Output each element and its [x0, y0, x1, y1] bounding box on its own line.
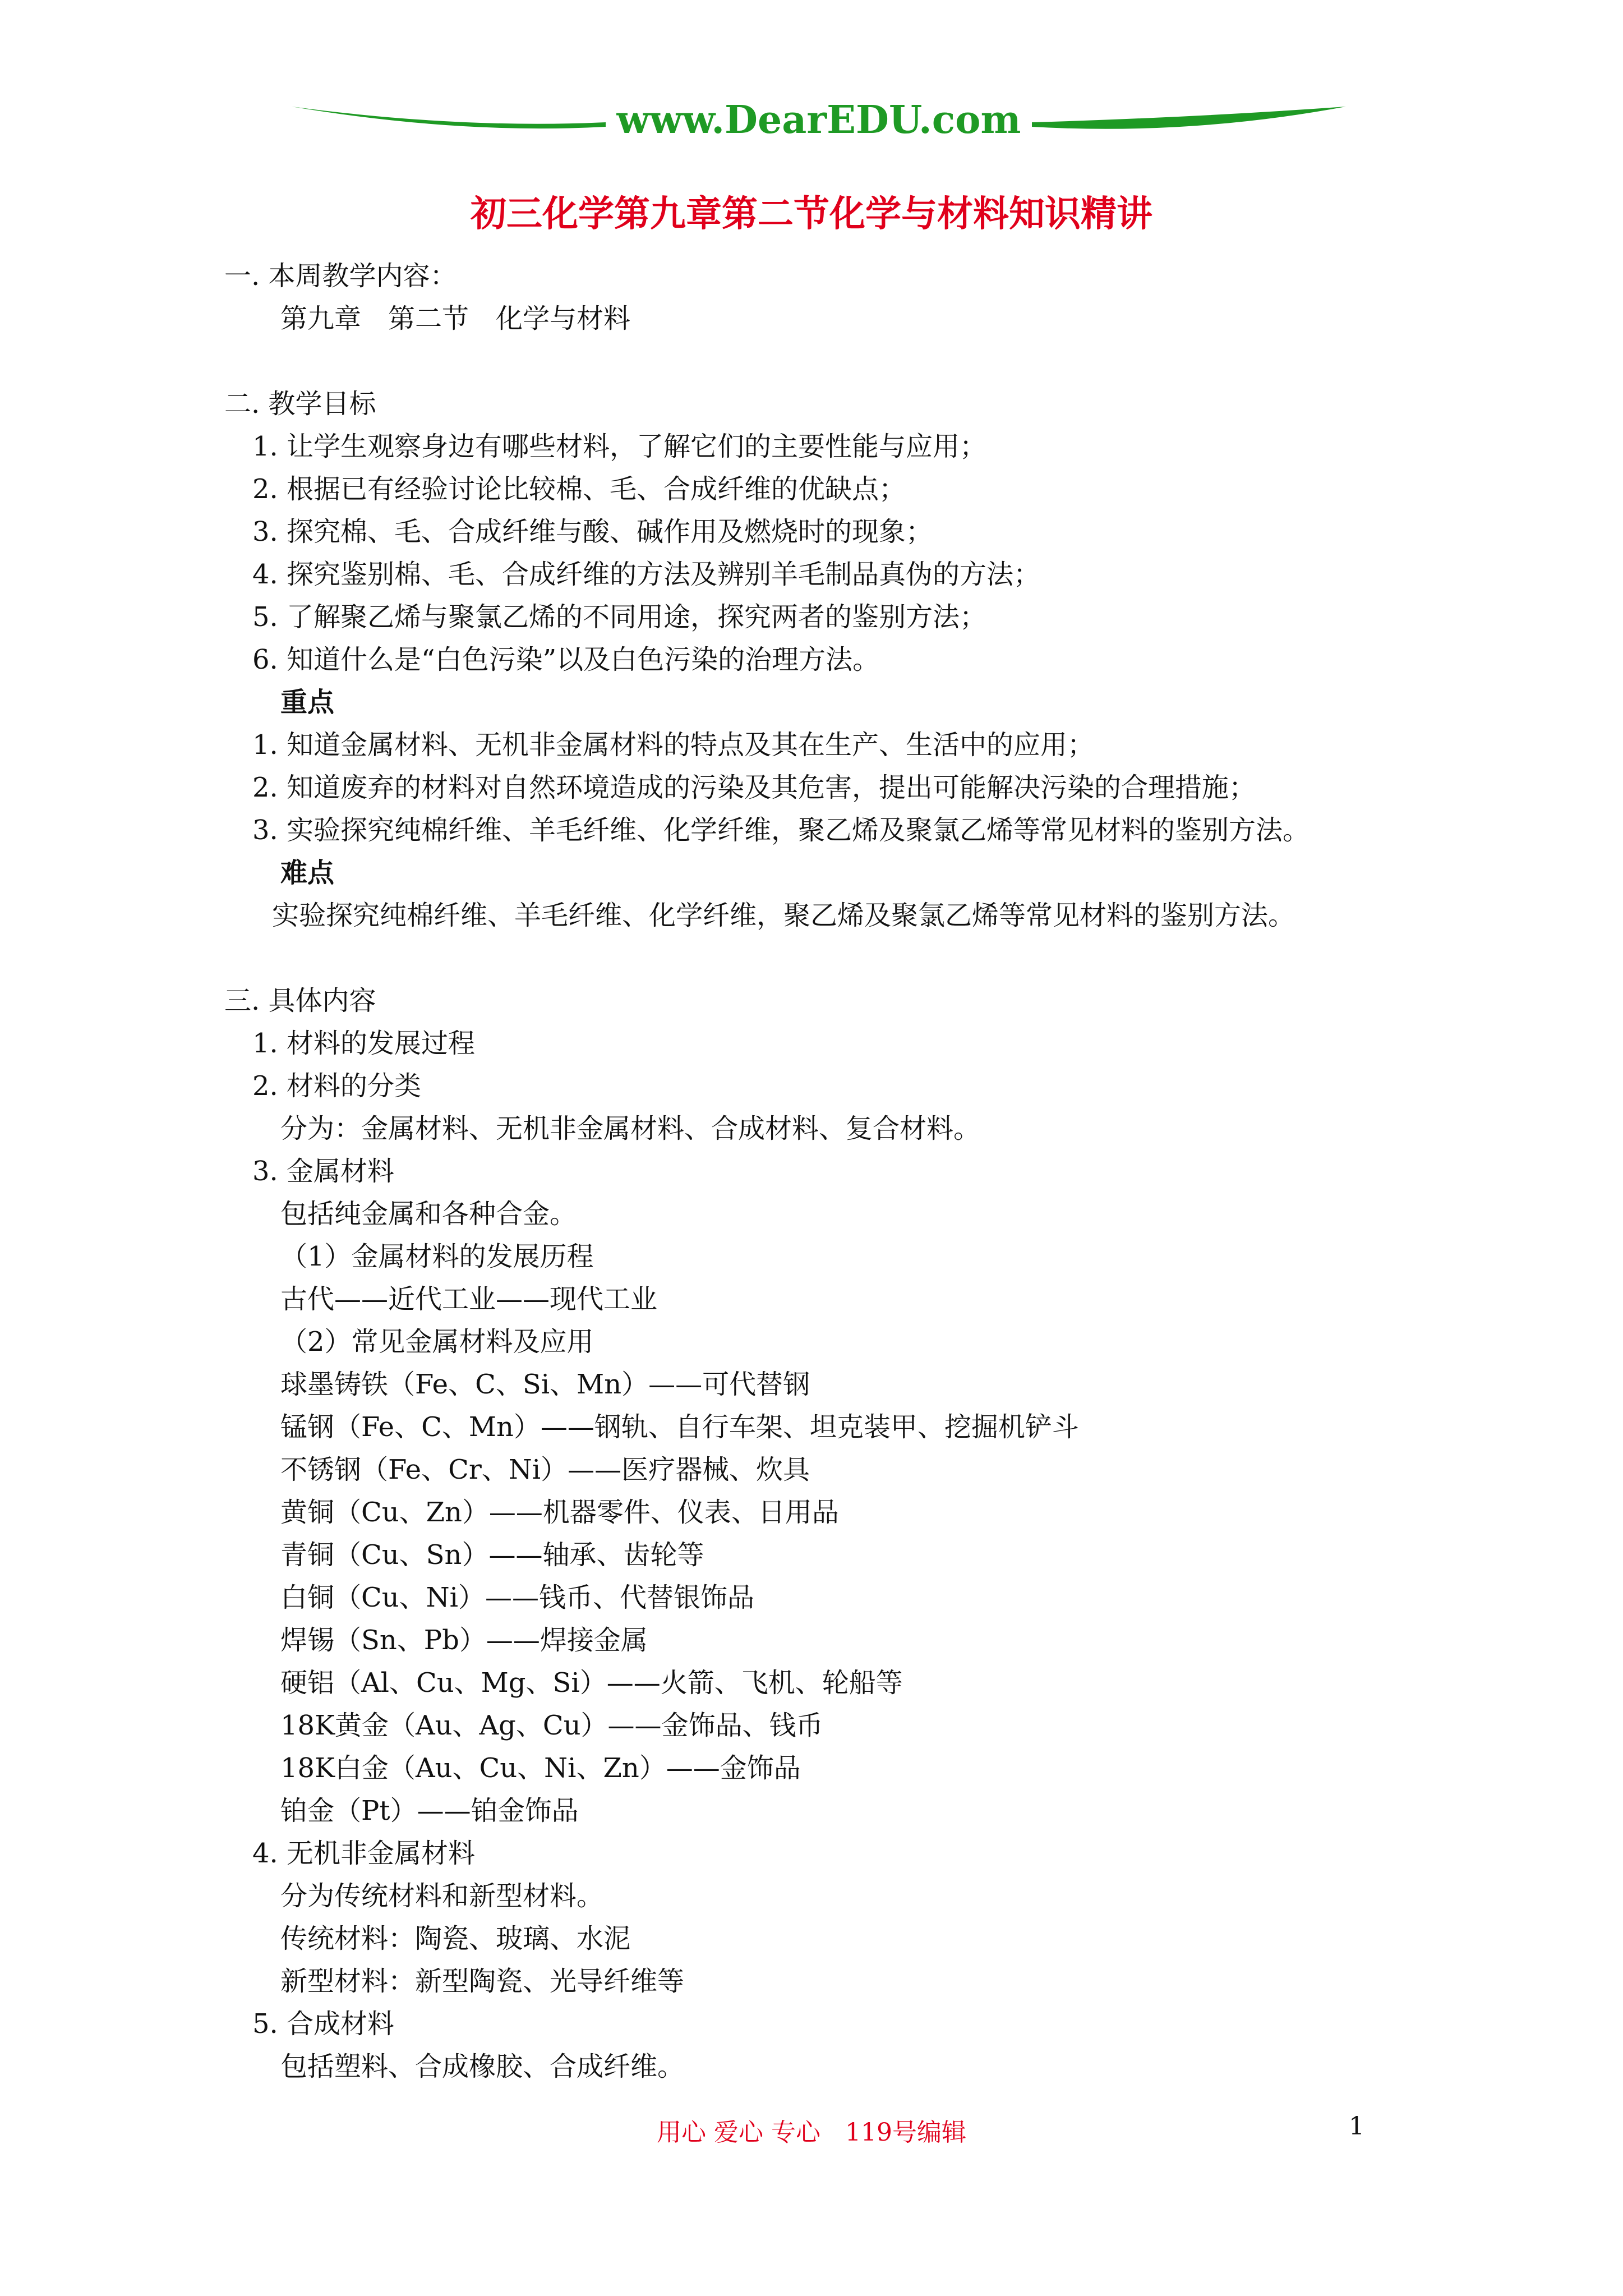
body-line: 新型材料：新型陶瓷、光导纤维等 [280, 1966, 685, 1997]
body-line: 焊锡（Sn、Pb）——焊接金属 [280, 1625, 648, 1656]
body-line: 白铜（Cu、Ni）——钱币、代替银饰品 [280, 1582, 754, 1613]
body-line: 球墨铸铁（Fe、C、Si、Mn）——可代替钢 [280, 1369, 810, 1400]
body-line: 第九章 第二节 化学与材料 [280, 303, 631, 334]
body-line: （1）金属材料的发展历程 [280, 1241, 594, 1272]
body-line: 青铜（Cu、Sn）——轴承、齿轮等 [280, 1539, 704, 1571]
list-item: 6. 知道什么是“白色污染”以及白色污染的治理方法。 [252, 644, 880, 675]
page-number: 1 [1349, 2112, 1364, 2141]
subheading-difficulties: 难点 [280, 857, 335, 889]
section-heading: 一. 本周教学内容： [224, 260, 457, 292]
site-banner [292, 90, 1346, 151]
footer-text: 用心 爱心 专心 119号编辑 [657, 2118, 966, 2147]
body-line: 铂金（Pt）——铂金饰品 [280, 1795, 579, 1826]
body-line: 分为传统材料和新型材料。 [280, 1880, 604, 1912]
list-item: 5. 合成材料 [252, 2008, 395, 2040]
list-item: 2. 知道废弃的材料对自然环境造成的污染及其危害，提出可能解决污染的合理措施； [252, 772, 1256, 803]
list-item: 3. 实验探究纯棉纤维、羊毛纤维、化学纤维，聚乙烯及聚氯乙烯等常见材料的鉴别方法。 [252, 815, 1310, 846]
body-line: 不锈钢（Fe、Cr、Ni）——医疗器械、炊具 [280, 1454, 810, 1485]
body-line: 包括纯金属和各种合金。 [280, 1198, 577, 1230]
list-item: 3. 探究棉、毛、合成纤维与酸、碱作用及燃烧时的现象； [252, 516, 933, 547]
body-line: 18K白金（Au、Cu、Ni、Zn）——金饰品 [280, 1752, 801, 1784]
body-line: 硬铝（Al、Cu、Mg、Si）——火箭、飞机、轮船等 [280, 1667, 903, 1699]
body-line: 实验探究纯棉纤维、羊毛纤维、化学纤维，聚乙烯及聚氯乙烯等常见材料的鉴别方法。 [272, 900, 1295, 931]
list-item: 2. 根据已有经验讨论比较棉、毛、合成纤维的优缺点； [252, 473, 906, 505]
document-title: 初三化学第九章第二节化学与材料知识精讲 [471, 193, 1152, 235]
body-line: 分为：金属材料、无机非金属材料、合成材料、复合材料。 [280, 1113, 981, 1144]
section-heading: 二. 教学目标 [224, 388, 376, 420]
list-item: 4. 探究鉴别棉、毛、合成纤维的方法及辨别羊毛制品真伪的方法； [252, 559, 1041, 590]
list-item: 2. 材料的分类 [252, 1070, 422, 1102]
body-line: 锰钢（Fe、C、Mn）——钢轨、自行车架、坦克装甲、挖掘机铲斗 [280, 1411, 1079, 1443]
list-item: 4. 无机非金属材料 [252, 1838, 476, 1869]
list-item: 1. 让学生观察身边有哪些材料，了解它们的主要性能与应用； [252, 431, 987, 462]
list-item: 1. 知道金属材料、无机非金属材料的特点及其在生产、生活中的应用； [252, 729, 1095, 761]
subheading-key-points: 重点 [280, 687, 335, 718]
section-heading: 三. 具体内容 [224, 985, 376, 1016]
body-line: 黄铜（Cu、Zn）——机器零件、仪表、日用品 [280, 1497, 839, 1528]
body-line: 传统材料：陶瓷、玻璃、水泥 [280, 1923, 631, 1954]
body-line: （2）常见金属材料及应用 [280, 1326, 594, 1358]
list-item: 5. 了解聚乙烯与聚氯乙烯的不同用途，探究两者的鉴别方法； [252, 601, 987, 633]
body-line: 包括塑料、合成橡胶、合成纤维。 [280, 2051, 685, 2082]
site-url: www.DearEDU.com [616, 98, 1021, 142]
list-item: 3. 金属材料 [252, 1156, 395, 1187]
body-line: 18K黄金（Au、Ag、Cu）——金饰品、钱币 [280, 1710, 823, 1741]
body-line: 古代——近代工业——现代工业 [280, 1283, 658, 1315]
list-item: 1. 材料的发展过程 [252, 1028, 476, 1059]
